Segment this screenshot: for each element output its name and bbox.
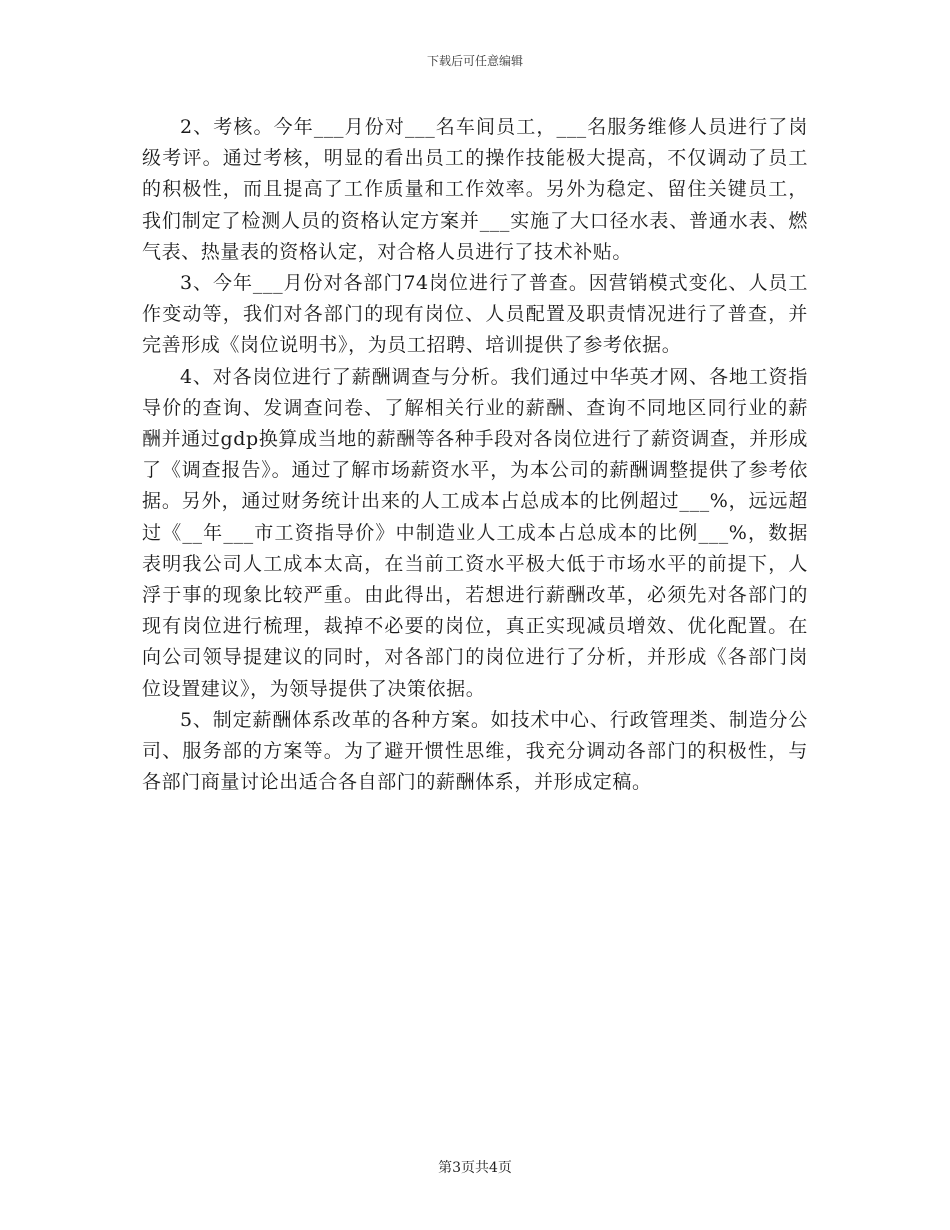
page-header: 下载后可任意编辑 [426,54,523,68]
document-body [142,112,808,798]
paragraph-salary-survey: 4、对各岗位进行了薪酬调查与分析。我们通过中华英才网、各地工资指导价的查询、发调查问卷、了解相关行业的薪酬、查询不同地区同行业的薪酬并通过gdp换算成当地的薪酬等各种手段对各岗位进行了薪资调查，并形成了《调查报告》。通过了解市场薪资水平，为本公司的薪酬调整提供了参考依据。另外，通过财务统计出来的人工成本占总成本的比例超过___%，远远超过《__年___市工资指导价》中制造业人工成本占总成本的比例___%，数据表明我公司人工成本太高，在当前工资水平极大低于市场水平的前提下，人浮于事的现象比较严重。由此得出，若想进行薪酬改革，必须先对各部门的现有岗位进行梳理，裁掉不必要的岗位，真正实现减员增效、优化配置。在向公司领导提建议的同时，对各部门的岗位进行了分析，并形成《各部门岗位设置建议》，为领导提供了决策依据。 [142,365,808,700]
paragraph-assessment: 2、考核。今年___月份对___名车间员工，___名服务维修人员进行了岗级考评。通过考核，明显的看出员工的操作技能极大提高，不仅调动了员工的积极性，而且提高了工作质量和工作效率。另外为稳定、留住关键员工，我们制定了检测人员的资格认定方案并___实施了大口径水表、普通水表、燃气表、热量表的资格认定，对合格人员进行了技术补贴。 [142,116,808,263]
page-footer: 第3页共4页 [438,1160,512,1176]
paragraph-salary-reform: 5、制定薪酬体系改革的各种方案。如技术中心、行政管理类、制造分公司、服务部的方案等。为了避开惯性思维，我充分调动各部门的积极性，与各部门商量讨论出适合各自部门的薪酬体系，并形成定稿。 [142,708,808,794]
paragraph-position-survey: 3、今年___月份对各部门74岗位进行了普查。因营销模式变化、人员工作变动等，我们对各部门的现有岗位、人员配置及职责情况进行了普查，并完善形成《岗位说明书》，为员工招聘、培训提供了参考依据。 [142,272,808,357]
